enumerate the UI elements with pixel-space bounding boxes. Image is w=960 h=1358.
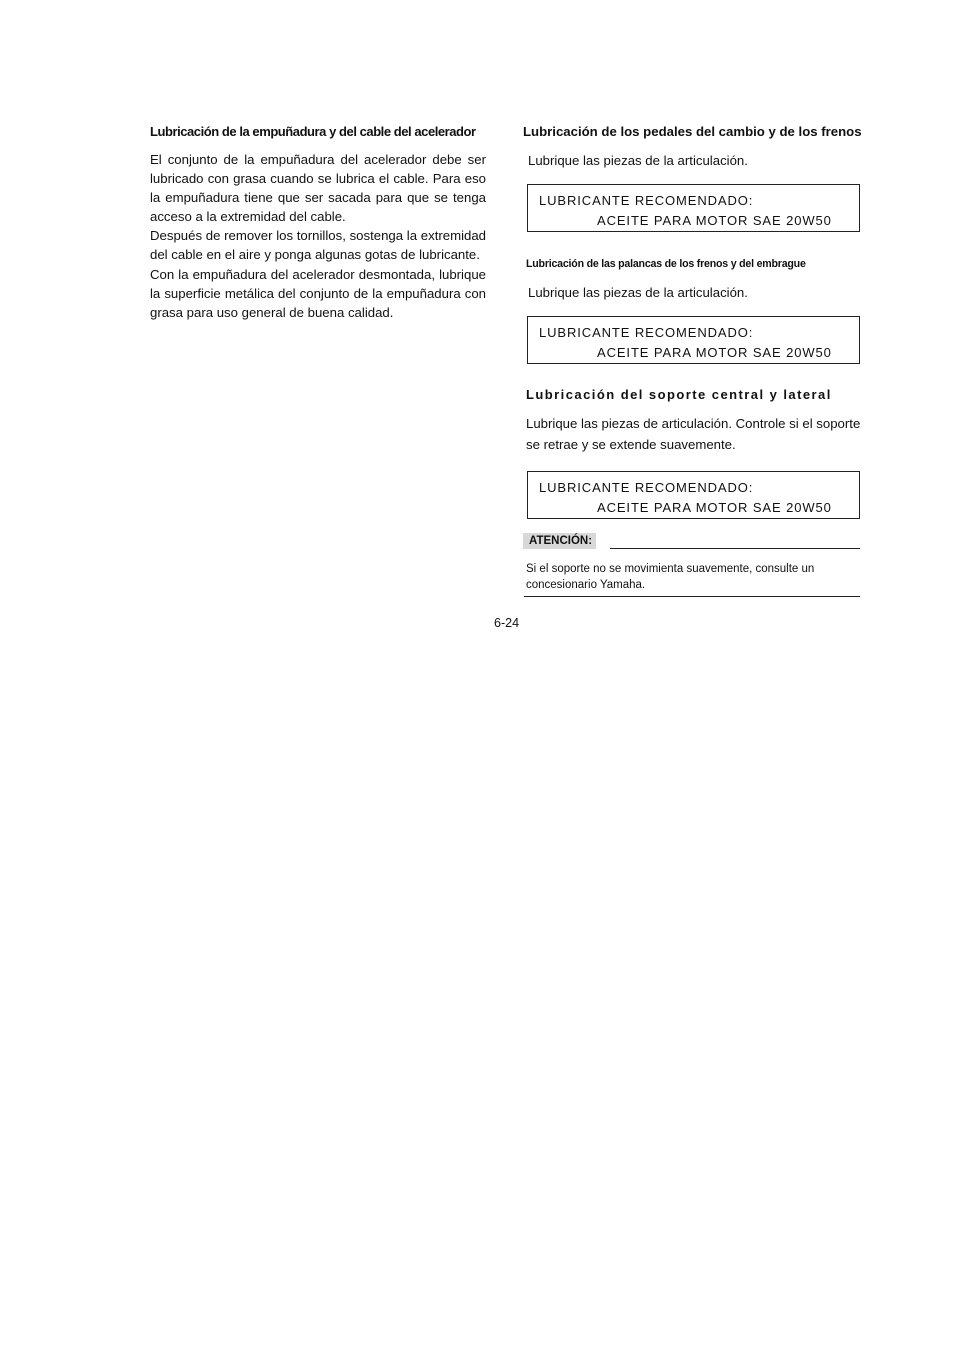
lubricant-value: ACEITE PARA MOTOR SAE 20W50 — [597, 345, 832, 360]
heading-pedals-lubrication: Lubricación de los pedales del cambio y de los frenos — [523, 124, 862, 139]
lubricant-label: LUBRICANTE RECOMENDADO: — [539, 480, 754, 495]
lubricant-value: ACEITE PARA MOTOR SAE 20W50 — [597, 213, 832, 228]
recommended-lubricant-box — [527, 471, 860, 519]
lubricant-label: LUBRICANTE RECOMENDADO: — [539, 193, 754, 208]
page-number: 6-24 — [494, 616, 520, 630]
caution-bottom-divider — [524, 596, 860, 597]
heading-throttle-grip-lubrication: Lubricación de la empuñadura y del cable del acelerador — [150, 124, 476, 139]
pedals-instruction: Lubrique las piezas de la articulación. — [528, 153, 748, 168]
stand-instruction: Lubrique las piezas de articulación. Controle si el soporte se retrae y se extende suavemente. — [526, 416, 861, 452]
recommended-lubricant-box — [527, 184, 860, 232]
lubricant-value: ACEITE PARA MOTOR SAE 20W50 — [597, 500, 832, 515]
caution-divider — [610, 548, 860, 549]
paragraph: Con la empuñadura del acelerador desmontada, lubrique la superficie metálica del conjunto de la empuñadura con grasa para uso general de buena calidad. — [150, 266, 486, 320]
heading-levers-lubrication: Lubricación de las palancas de los frenos y del embrague — [526, 258, 806, 270]
caution-label: ATENCIÓN: — [523, 533, 596, 549]
recommended-lubricant-box — [527, 316, 860, 364]
levers-instruction: Lubrique las piezas de la articulación. — [528, 285, 748, 300]
heading-stand-lubrication: Lubricación del soporte central y lateral — [526, 387, 832, 402]
caution-text: Si el soporte no se movimienta suavemente, consulte un concesionario Yamaha. — [526, 563, 815, 591]
paragraph: El conjunto de la empuñadura del acelerador debe ser lubricado con grasa cuando se lubrica el cable. Para eso la empuñadura tiene que ser sacada para que se tenga acceso a la extremidad del cable. — [150, 152, 486, 225]
paragraph: Después de remover los tornillos, sostenga la extremidad del cable en el aire y ponga algunas gotas de lubricante. — [150, 228, 486, 263]
throttle-grip-instructions — [150, 150, 486, 322]
lubricant-label: LUBRICANTE RECOMENDADO: — [539, 325, 754, 340]
